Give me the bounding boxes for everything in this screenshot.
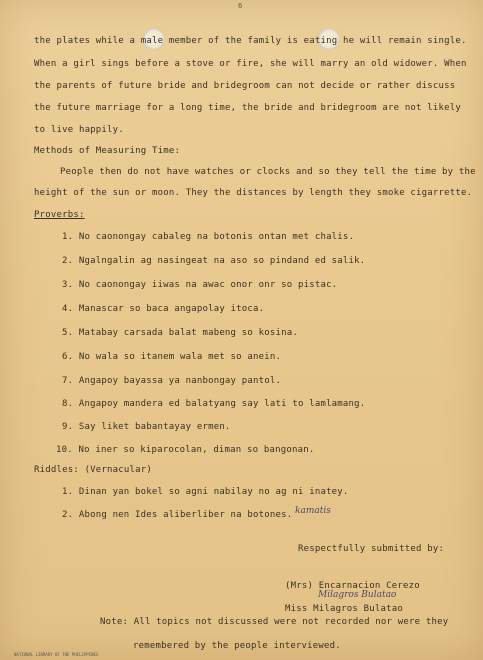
footer-text: NATIONAL LIBRARY OF THE PHILIPPINES [14, 652, 99, 657]
section-heading: Riddles: (Vernacular) [34, 465, 152, 475]
section-heading: Proverbs: [34, 210, 85, 220]
list-item: 10. No iner so kiparocolan, diman so bangonan. [56, 445, 315, 455]
list-item: 6. No wala so itanem wala met so anein. [62, 352, 282, 362]
list-item: 2. Abong nen Ides aliberliber na botones. [62, 510, 293, 520]
note-line: remembered by the people interviewed. [133, 641, 341, 651]
list-item: 5. Matabay carsada balat mabeng so kosina. [62, 328, 298, 338]
note-line: Note: All topics not discussed were not recorded nor were they [100, 617, 449, 627]
list-item: 2. Ngalngalin ag nasingeat na aso so pindand ed salik. [62, 256, 366, 266]
submitted-by: Respectfully submitted by: [298, 544, 445, 554]
body-line: the future marriage for a long time, the bride and bridegroom are not likely [34, 103, 462, 113]
list-item: 1. Dinan yan bokel so agni nabilay no ag ni inatey. [62, 487, 349, 497]
name-line: (Mrs) Encarnacion Cerezo [285, 581, 420, 591]
list-item: 4. Manascar so baca angapolay itoca. [62, 304, 265, 314]
body-line: People then do not have watches or clocks and so they tell the time by the [60, 167, 476, 177]
list-item: 8. Angapoy mandera ed balatyang say lati to lamlamang. [62, 399, 366, 409]
handwritten-answer: kamatis [295, 506, 331, 516]
list-item: 1. No caonongay cabaleg na botonis ontan met chalis. [62, 232, 355, 242]
body-line: the parents of future bride and bridegroom can not decide or rather discuss [34, 81, 456, 91]
page-mark: 6 [238, 2, 243, 10]
list-item: 9. Say liket babantayay ermen. [62, 422, 231, 432]
body-line: to live happily. [34, 125, 124, 135]
section-heading: Methods of Measuring Time: [34, 146, 181, 156]
list-item: 3. No caonongay iiwas na awac onor onr so pistac. [62, 280, 338, 290]
signature: Milagros Bulatao [318, 590, 397, 600]
list-item: 7. Angapoy bayassa ya nanbongay pantol. [62, 376, 282, 386]
body-line: the plates while a male member of the family is eating he will remain single. [34, 36, 467, 46]
body-line: height of the sun or moon. They the distances by length they smoke cigarrette. [34, 188, 473, 198]
name-line: Miss Milagros Bulatao [285, 604, 403, 614]
body-line: When a girl sings before a stove or fire, she will marry an old widower. When [34, 59, 467, 69]
